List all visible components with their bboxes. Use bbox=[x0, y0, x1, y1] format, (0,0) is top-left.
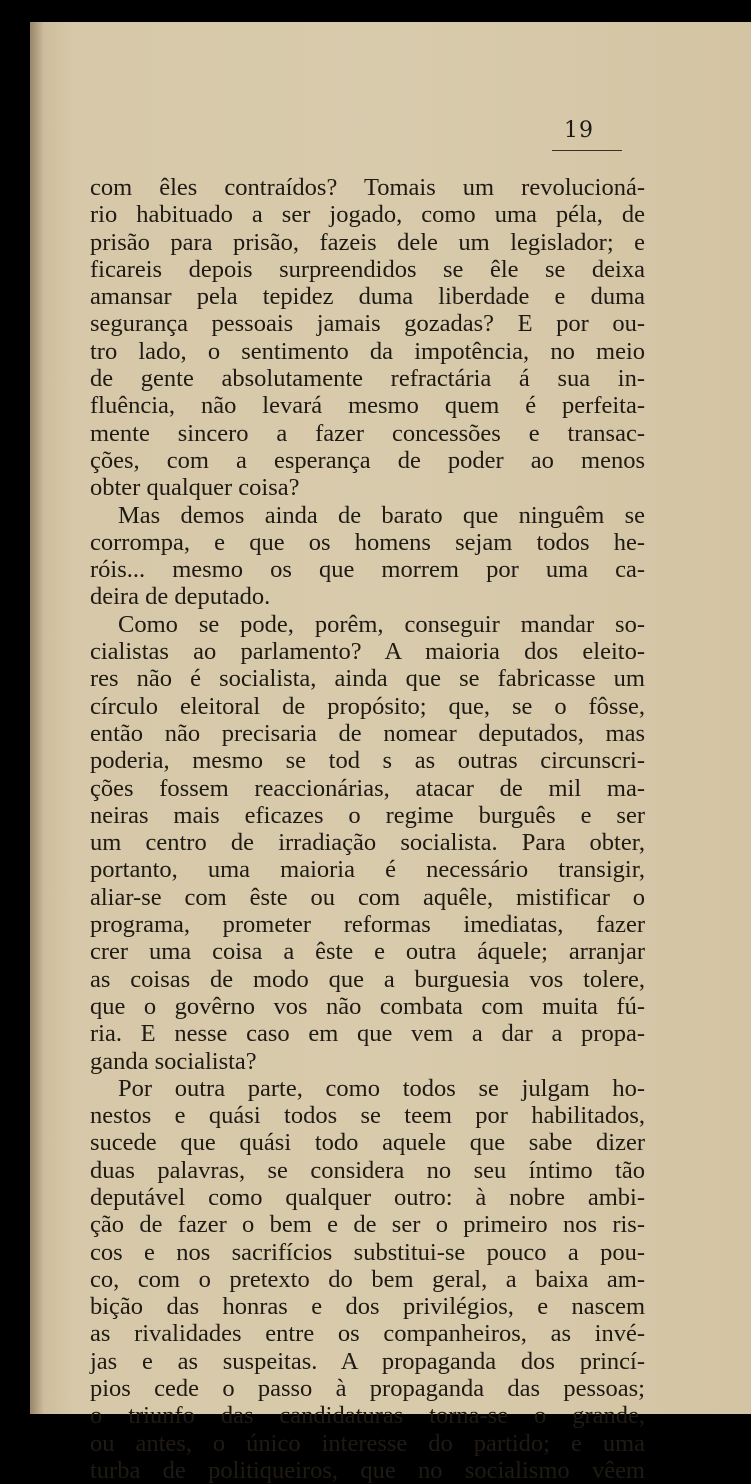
book-page bbox=[30, 22, 751, 1484]
text-line: ria. E nesse caso em que vem a dar a propa- bbox=[90, 1020, 645, 1048]
text-line: tro lado, o sentimento da impotência, no meio bbox=[90, 337, 645, 365]
text-line: um centro de irradiação socialista. Para obter, bbox=[90, 829, 645, 857]
text-line: pios cede o passo à propaganda das pessoas; bbox=[90, 1375, 645, 1403]
text-line: obter qualquer coisa? bbox=[90, 474, 300, 502]
text-line: Por outra parte, como todos se julgam ho- bbox=[118, 1074, 645, 1102]
text-line: ções, com a esperança de poder ao menos bbox=[90, 446, 645, 474]
text-line: com êles contraídos? Tomais um revolucioná- bbox=[90, 174, 645, 201]
text-line: mente sincero a fazer concessões e transac- bbox=[90, 419, 645, 447]
text-line: círculo eleitoral de propósito; que, se o fôsse, bbox=[90, 692, 645, 720]
text-line: ção de fazer o bem e de ser o primeiro nos ris- bbox=[90, 1211, 645, 1239]
text-line: aliar-se com êste ou com aquêle, mistificar o bbox=[90, 883, 645, 911]
text-line: programa, prometer reformas imediatas, fazer bbox=[90, 911, 645, 939]
body-text bbox=[90, 174, 645, 1484]
text-line: duas palavras, se considera no seu íntimo tão bbox=[90, 1156, 645, 1184]
text-line: ções fossem reaccionárias, atacar de mil ma- bbox=[90, 774, 645, 802]
text-line: fluência, não levará mesmo quem é perfeita- bbox=[90, 392, 645, 420]
text-line: então não precisaria de nomear deputados, mas bbox=[90, 719, 645, 747]
text-line: cialistas ao parlamento? A maioria dos eleito- bbox=[90, 638, 645, 666]
text-line: ficareis depois surpreendidos se êle se deixa bbox=[90, 255, 645, 283]
text-line: sucede que quási todo aquele que sabe dizer bbox=[90, 1129, 645, 1157]
text-line: ou antes, o único interesse do partido; e uma bbox=[90, 1429, 645, 1457]
text-line: Mas demos ainda de barato que ninguêm se bbox=[118, 501, 645, 529]
text-line: portanto, uma maioria é necessário transigir, bbox=[90, 856, 645, 884]
text-line: róis... mesmo os que morrem por uma ca- bbox=[90, 556, 645, 584]
text-line: prisão para prisão, fazeis dele um legislador; e bbox=[90, 228, 645, 256]
text-line: res não é socialista, ainda que se fabricasse um bbox=[90, 665, 645, 693]
text-line: segurança pessoais jamais gozadas? E por ou- bbox=[90, 310, 645, 338]
page-number-rule bbox=[552, 150, 622, 151]
text-line: rio habituado a ser jogado, como uma péla, de bbox=[90, 201, 645, 229]
text-line: jas e as suspeitas. A propaganda dos princí- bbox=[90, 1347, 645, 1375]
text-line: corrompa, e que os homens sejam todos he- bbox=[90, 528, 645, 556]
text-line: o triunfo das candidaturas torna-se o grande, bbox=[90, 1402, 645, 1430]
text-line: Como se pode, porêm, conseguir mandar so- bbox=[118, 610, 645, 638]
page-number: 19 bbox=[564, 118, 594, 143]
text-line: cos e nos sacrifícios substitui-se pouco a pou- bbox=[90, 1238, 645, 1266]
text-line: de gente absolutamente refractária á sua in- bbox=[90, 365, 645, 393]
text-line: ganda socialista? bbox=[90, 1047, 257, 1075]
text-line: as rivalidades entre os companheiros, as invé- bbox=[90, 1320, 645, 1348]
text-line: crer uma coisa a êste e outra áquele; arranjar bbox=[90, 938, 645, 966]
text-line: amansar pela tepidez duma liberdade e duma bbox=[90, 283, 645, 311]
text-line: neiras mais eficazes o regime burguês e ser bbox=[90, 801, 645, 829]
text-line: turba de politiqueiros, que no socialismo vêem bbox=[90, 1456, 645, 1484]
text-line: nestos e quási todos se teem por habilitados, bbox=[90, 1102, 645, 1130]
page-edge-shadow bbox=[30, 22, 44, 1414]
text-line: deira de deputado. bbox=[90, 583, 271, 611]
text-line: que o govêrno vos não combata com muita fú- bbox=[90, 992, 645, 1020]
text-line: bição das honras e dos privilégios, e nascem bbox=[90, 1293, 645, 1321]
text-line: poderia, mesmo se tod s as outras circunscri- bbox=[90, 747, 645, 775]
text-line: deputável como qualquer outro: à nobre ambi- bbox=[90, 1183, 645, 1211]
text-line: as coisas de modo que a burguesia vos tolere, bbox=[90, 965, 645, 993]
text-line: co, com o pretexto do bem geral, a baixa am- bbox=[90, 1265, 645, 1293]
